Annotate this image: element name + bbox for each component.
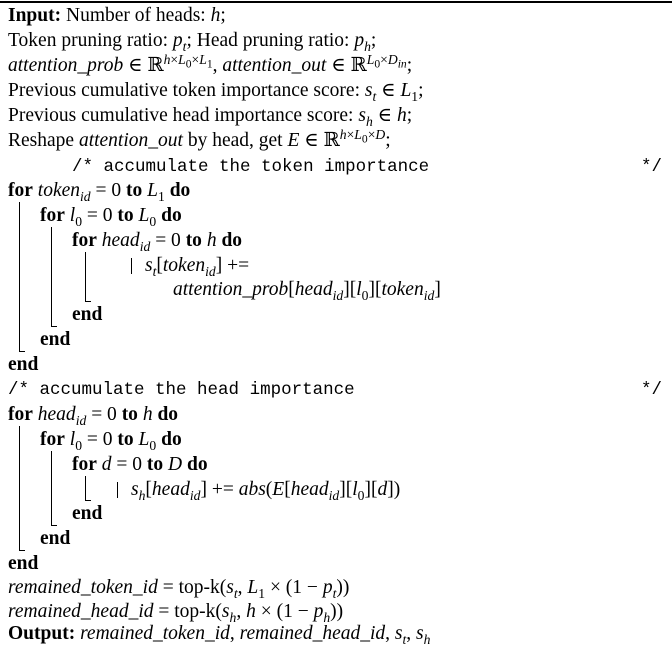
comment-close-head: */ bbox=[640, 380, 662, 400]
token-accumulate-statement-2: $attention\_prob[head_{id}][l_0][token_{id}]$ bbox=[173, 279, 441, 303]
token-inner-block-tick bbox=[85, 301, 91, 302]
head-outer-end: end bbox=[8, 553, 39, 574]
token-accumulate-statement-1: $s_t[token_{id}]$ += bbox=[145, 255, 250, 279]
head-accumulate-statement: $s_h[head_{id}]$ += $abs(E[head_{id}][l_0][d])$ bbox=[131, 479, 401, 503]
input-line-heads: Input: Number of heads: h; bbox=[8, 5, 226, 26]
token-loop-middle-for: for $l_0 = 0$ to $L_0$ do bbox=[40, 205, 182, 229]
input-line-reshape: Reshape attention_out by head, get E ∈ ℝ$^{h\times L_0\times D}$; bbox=[8, 126, 391, 151]
comment-head-text: accumulate the head importance bbox=[39, 380, 355, 400]
token-outer-block-bar bbox=[19, 202, 20, 351]
head-outer-block-bar bbox=[19, 426, 20, 550]
remained-token-line: remained_token_id = top-$k(s_t$, $L_1 \times (1 - p_t)$) bbox=[8, 577, 350, 601]
top-rule bbox=[0, 1, 672, 3]
input-line-head-score: Previous cumulative head importance score: $s_h$ ∈ h; bbox=[8, 105, 413, 129]
token-inner-block-bar bbox=[85, 252, 86, 301]
token-loop-inner-for: for head$_{id}$ = 0 to h do bbox=[72, 230, 243, 254]
head-loop-outer-for: for head$_{id}$ = 0 to h do bbox=[8, 404, 179, 428]
token-outer-end: end bbox=[8, 354, 39, 375]
head-middle-block-bar bbox=[51, 451, 52, 525]
input-keyword: Input: bbox=[8, 5, 62, 26]
head-loop-middle-for: for $l_0 = 0$ to $L_0$ do bbox=[40, 429, 182, 453]
head-outer-block-tick bbox=[19, 550, 25, 551]
comment-token-text: accumulate the token importance bbox=[103, 157, 430, 177]
output-line: Output: remained_token_id, remained_head_id, $s_t$, $s_h$ bbox=[8, 623, 431, 647]
input-line-pruning-ratios: Token pruning ratio: $p_t$; Head pruning ratio: $p_h$; bbox=[8, 30, 377, 54]
head-inner-end: end bbox=[72, 503, 103, 524]
comment-head-importance: /* accumulate the head importance bbox=[8, 380, 355, 400]
head-loop-inner-for: for d = 0 to D do bbox=[72, 454, 208, 475]
input-line-attention-shapes: attention_prob ∈ ℝ$^{h\times L_0\times L_1}$, attention_out ∈ ℝ$^{L_0\times D_{in}}$; bbox=[8, 51, 413, 76]
head-inner-block-tick bbox=[85, 500, 91, 501]
input-line-token-score: Previous cumulative token importance score: $s_t$ ∈ $L_1$; bbox=[8, 80, 424, 104]
token-middle-end: end bbox=[40, 329, 71, 350]
token-inner-end: end bbox=[72, 304, 103, 325]
comment-token-importance: /* accumulate the token importance bbox=[72, 157, 430, 177]
comment-close-token: */ bbox=[640, 157, 662, 177]
output-keyword: Output: bbox=[8, 623, 76, 644]
token-outer-block-tick bbox=[19, 351, 25, 352]
remained-head-line: remained_head_id = top-$k(s_h$, $h \times (1 - p_h)$) bbox=[8, 601, 344, 625]
head-middle-block-tick bbox=[51, 525, 57, 526]
head-inner-block-bar bbox=[85, 476, 86, 500]
token-loop-outer-for: for token$_{id}$ = 0 to $L_1$ do bbox=[8, 180, 191, 204]
head-statement-bar bbox=[117, 482, 118, 498]
token-middle-block-bar bbox=[51, 227, 52, 326]
head-middle-end: end bbox=[40, 528, 71, 549]
token-statement-bar bbox=[131, 258, 132, 274]
token-middle-block-tick bbox=[51, 326, 57, 327]
